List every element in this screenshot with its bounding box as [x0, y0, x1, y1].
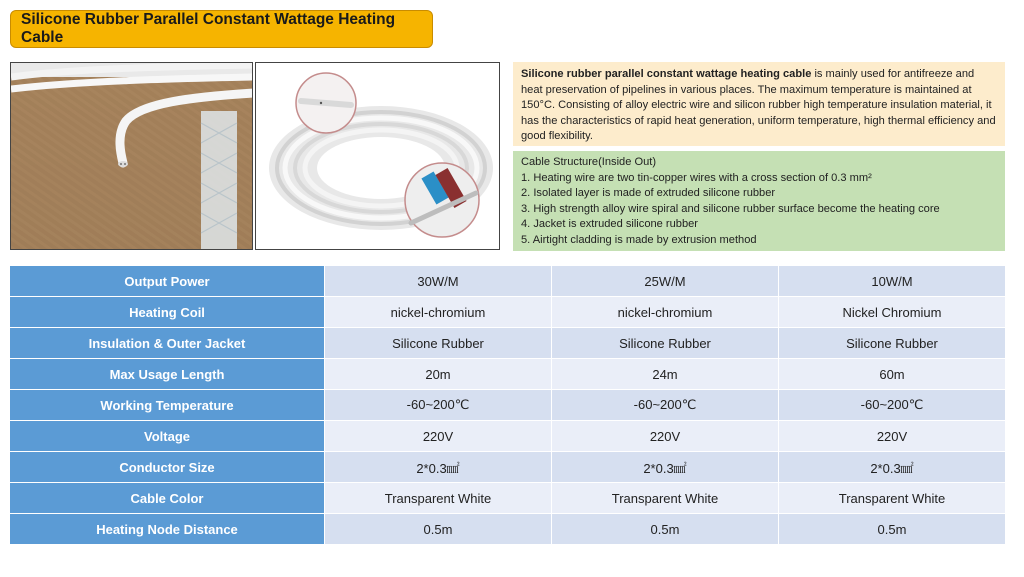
- row-label: Voltage: [10, 421, 325, 452]
- table-cell: 10W/M: [779, 266, 1006, 297]
- table-cell: Silicone Rubber: [552, 328, 779, 359]
- row-label: Insulation & Outer Jacket: [10, 328, 325, 359]
- table-cell: 0.5m: [552, 514, 779, 545]
- table-row: [10, 514, 1006, 545]
- table-row: [10, 390, 1006, 421]
- table-cell: Nickel Chromium: [779, 297, 1006, 328]
- row-label: Max Usage Length: [10, 359, 325, 390]
- row-label: Output Power: [10, 266, 325, 297]
- spec-table: [9, 265, 1006, 545]
- table-cell: 220V: [779, 421, 1006, 452]
- cable-coil-illustration: [256, 63, 500, 250]
- table-cell: -60~200℃: [552, 390, 779, 421]
- row-label: Cable Color: [10, 483, 325, 514]
- table-row: [10, 483, 1006, 514]
- table-row: [10, 359, 1006, 390]
- row-label: Heating Node Distance: [10, 514, 325, 545]
- table-cell: nickel-chromium: [325, 297, 552, 328]
- table-cell: Transparent White: [552, 483, 779, 514]
- structure-item: 3. High strength alloy wire spiral and silicone rubber surface become the heating core: [521, 202, 940, 215]
- table-cell: 2*0.3㎟: [552, 452, 779, 483]
- structure-item: 2. Isolated layer is made of extruded silicone rubber: [521, 187, 776, 200]
- table-cell: 2*0.3㎟: [325, 452, 552, 483]
- table-cell: 220V: [325, 421, 552, 452]
- description-text: is mainly used for antifreeze and heat preservation of pipelines in various places. The maximum temperature is maintained at 150°C. Consisting of alloy electric wire and silicon rubber high temperature insulation material, it has the characteristics of rapid heat generation, uniform temperature, high thermal efficiency and good flexibility.: [521, 68, 996, 143]
- table-cell: 0.5m: [325, 514, 552, 545]
- table-row: [10, 421, 1006, 452]
- table-cell: nickel-chromium: [552, 297, 779, 328]
- description-lead: Silicone rubber parallel constant wattage heating cable: [521, 68, 812, 80]
- table-cell: -60~200℃: [325, 390, 552, 421]
- table-row: [10, 328, 1006, 359]
- table-cell: Silicone Rubber: [779, 328, 1006, 359]
- table-row: [10, 297, 1006, 328]
- cable-coil-photo: [255, 62, 500, 250]
- table-row: [10, 266, 1006, 297]
- table-cell: -60~200℃: [779, 390, 1006, 421]
- structure-heading: Cable Structure(Inside Out): [521, 156, 657, 168]
- table-cell: 60m: [779, 359, 1006, 390]
- table-cell: Transparent White: [325, 483, 552, 514]
- table-cell: 20m: [325, 359, 552, 390]
- table-cell: 220V: [552, 421, 779, 452]
- table-row: [10, 452, 1006, 483]
- table-cell: 24m: [552, 359, 779, 390]
- table-cell: Transparent White: [779, 483, 1006, 514]
- description-box: [513, 62, 1005, 146]
- table-cell: 25W/M: [552, 266, 779, 297]
- cable-structure-box: [513, 151, 1005, 251]
- table-cell: 2*0.3㎟: [779, 452, 1006, 483]
- page-title: Silicone Rubber Parallel Constant Wattage Heating Cable: [10, 10, 433, 48]
- cable-photo-illustration: [11, 63, 253, 250]
- table-cell: Silicone Rubber: [325, 328, 552, 359]
- cable-on-cardboard-photo: [10, 62, 253, 250]
- structure-item: 4. Jacket is extruded silicone rubber: [521, 218, 698, 231]
- table-cell: 30W/M: [325, 266, 552, 297]
- row-label: Heating Coil: [10, 297, 325, 328]
- table-cell: 0.5m: [779, 514, 1006, 545]
- row-label: Conductor Size: [10, 452, 325, 483]
- structure-item: 5. Airtight cladding is made by extrusion method: [521, 233, 757, 246]
- row-label: Working Temperature: [10, 390, 325, 421]
- structure-item: 1. Heating wire are two tin-copper wires with a cross section of 0.3 mm²: [521, 171, 872, 184]
